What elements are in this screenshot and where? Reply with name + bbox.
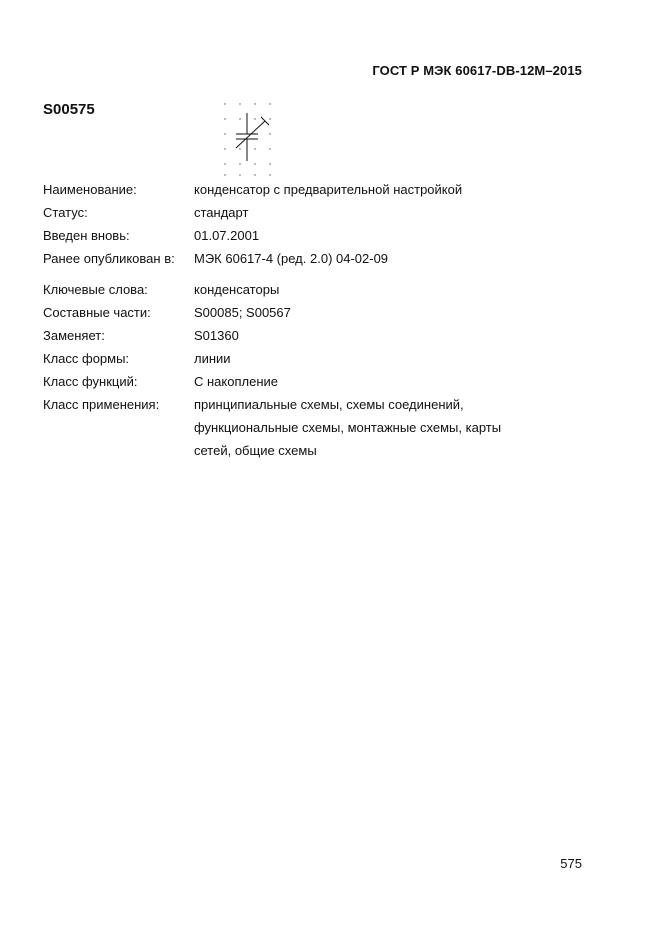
field-row-introduced <box>43 224 563 247</box>
field-label: Заменяет: <box>43 328 105 343</box>
symbol-code: S00575 <box>43 101 95 118</box>
field-label: Введен вновь: <box>43 228 130 243</box>
field-value: S00085; S00567 <box>194 305 291 320</box>
field-label: Ключевые слова: <box>43 282 148 297</box>
field-label: Ранее опубликован в: <box>43 251 175 266</box>
field-value: конденсаторы <box>194 282 280 297</box>
section-gap <box>43 270 563 278</box>
symbol-attributes <box>43 178 563 462</box>
field-value: линии <box>194 351 231 366</box>
field-value: конденсатор с предварительной настройкой <box>194 182 463 197</box>
field-row-name <box>43 178 563 201</box>
field-row-replaces <box>43 324 563 347</box>
document-header: ГОСТ Р МЭК 60617-DB-12M–2015 <box>372 63 582 78</box>
field-label: Класс применения: <box>43 397 160 412</box>
field-row-shape-class <box>43 347 563 370</box>
field-row-application-continued <box>43 416 563 439</box>
field-row-application-continued <box>43 439 563 462</box>
field-label-empty <box>43 416 194 439</box>
field-row-components <box>43 301 563 324</box>
field-row-function-class <box>43 370 563 393</box>
field-value: функциональные схемы, монтажные схемы, карты <box>194 420 502 435</box>
field-value: стандарт <box>194 205 249 220</box>
page-number: 575 <box>560 856 582 871</box>
field-value: сетей, общие схемы <box>194 443 317 458</box>
field-label: Составные части: <box>43 305 151 320</box>
field-label: Класс функций: <box>43 374 138 389</box>
field-row-keywords <box>43 278 563 301</box>
field-label: Статус: <box>43 205 88 220</box>
field-value: МЭК 60617-4 (ред. 2.0) 04-02-09 <box>194 251 389 266</box>
field-row-application-class <box>43 393 563 416</box>
field-value: 01.07.2001 <box>194 228 260 243</box>
field-row-status <box>43 201 563 224</box>
field-row-previously-published <box>43 247 563 270</box>
field-label: Класс формы: <box>43 351 130 366</box>
field-label-empty <box>43 439 194 462</box>
field-value: принципиальные схемы, схемы соединений, <box>194 397 464 412</box>
field-value: S01360 <box>194 328 239 343</box>
adjustable-capacitor-symbol-icon <box>220 101 280 177</box>
field-label: Наименование: <box>43 182 137 197</box>
field-value: С накопление <box>194 374 278 389</box>
